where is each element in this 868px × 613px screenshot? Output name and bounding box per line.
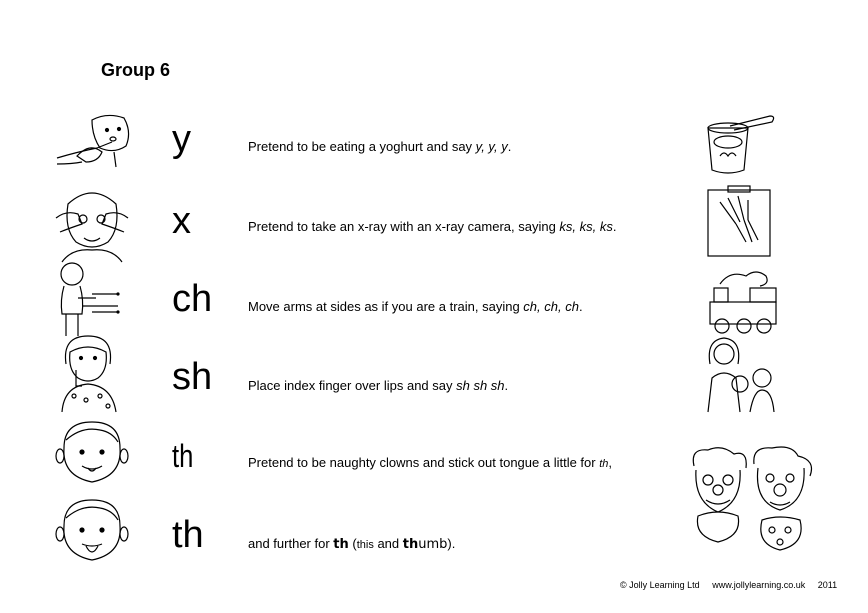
boy-tongue-little-icon xyxy=(52,418,132,496)
finger-on-lips-girl-icon xyxy=(52,334,132,412)
steam-train-icon xyxy=(700,260,780,338)
boy-tongue-further-icon xyxy=(52,496,132,574)
instruction-y xyxy=(248,139,511,154)
bold-th: th xyxy=(333,537,349,552)
instruction-end: . xyxy=(504,378,509,393)
instruction-text: and further for xyxy=(248,536,334,551)
instruction-end: . xyxy=(578,299,583,314)
sound-text: sh sh sh xyxy=(456,378,505,393)
letter-ch: ch xyxy=(172,278,213,320)
letter-th-large: th xyxy=(172,514,204,556)
instruction-x xyxy=(248,219,617,234)
footer-copyright: © Jolly Learning Ltd xyxy=(620,580,700,590)
row-sh xyxy=(0,334,868,412)
footer-website: www.jollylearning.co.uk xyxy=(712,580,806,590)
yoghurt-pot-icon xyxy=(700,112,780,190)
instruction-text: Pretend to take an x-ray with an x-ray camera, saying xyxy=(248,219,560,234)
word-and: and xyxy=(373,536,403,551)
footer-year: 2011 xyxy=(817,580,838,590)
word-umb: umb xyxy=(418,537,448,552)
instruction-th-small xyxy=(248,455,612,470)
instruction-end: . xyxy=(507,139,512,154)
bold-th-thumb: th xyxy=(402,537,419,552)
row-ch xyxy=(0,260,868,338)
instruction-text: Pretend to be naughty clowns and stick out tongue a little for xyxy=(248,455,600,470)
sound-text: y, y, y xyxy=(475,139,508,154)
instruction-text: Pretend to be eating a yoghurt and say xyxy=(248,139,476,154)
xray-camera-hands-icon xyxy=(52,184,132,262)
letter-th-small: th xyxy=(172,438,194,474)
mother-with-baby-icon xyxy=(700,334,780,412)
instruction-end: , xyxy=(608,455,613,470)
row-x xyxy=(0,184,868,262)
paren-close: ). xyxy=(447,536,456,551)
instruction-ch xyxy=(248,299,583,314)
instruction-text: Move arms at sides as if you are a train, saying xyxy=(248,299,524,314)
instruction-th-large xyxy=(248,536,455,552)
row-th-small xyxy=(0,418,868,496)
train-arms-boy-icon xyxy=(52,260,132,338)
row-y xyxy=(0,112,868,190)
yoghurt-eating-girl-icon xyxy=(52,112,132,190)
xray-hand-icon xyxy=(700,184,780,262)
paren-open: ( xyxy=(348,536,357,551)
instruction-sh xyxy=(248,378,508,393)
letter-y: y xyxy=(172,118,191,160)
row-th-large xyxy=(0,496,868,574)
sound-text: ch, ch, ch xyxy=(523,299,579,314)
sound-text: th xyxy=(599,458,609,470)
word-this: this xyxy=(356,539,374,551)
sound-text: ks, ks, ks xyxy=(559,219,613,234)
page-title: Group 6 xyxy=(101,60,171,80)
instruction-text: Place index finger over lips and say xyxy=(248,378,457,393)
footer xyxy=(620,580,847,590)
instruction-end: . xyxy=(612,219,617,234)
letter-sh: sh xyxy=(172,356,213,398)
letter-x: x xyxy=(172,200,191,242)
